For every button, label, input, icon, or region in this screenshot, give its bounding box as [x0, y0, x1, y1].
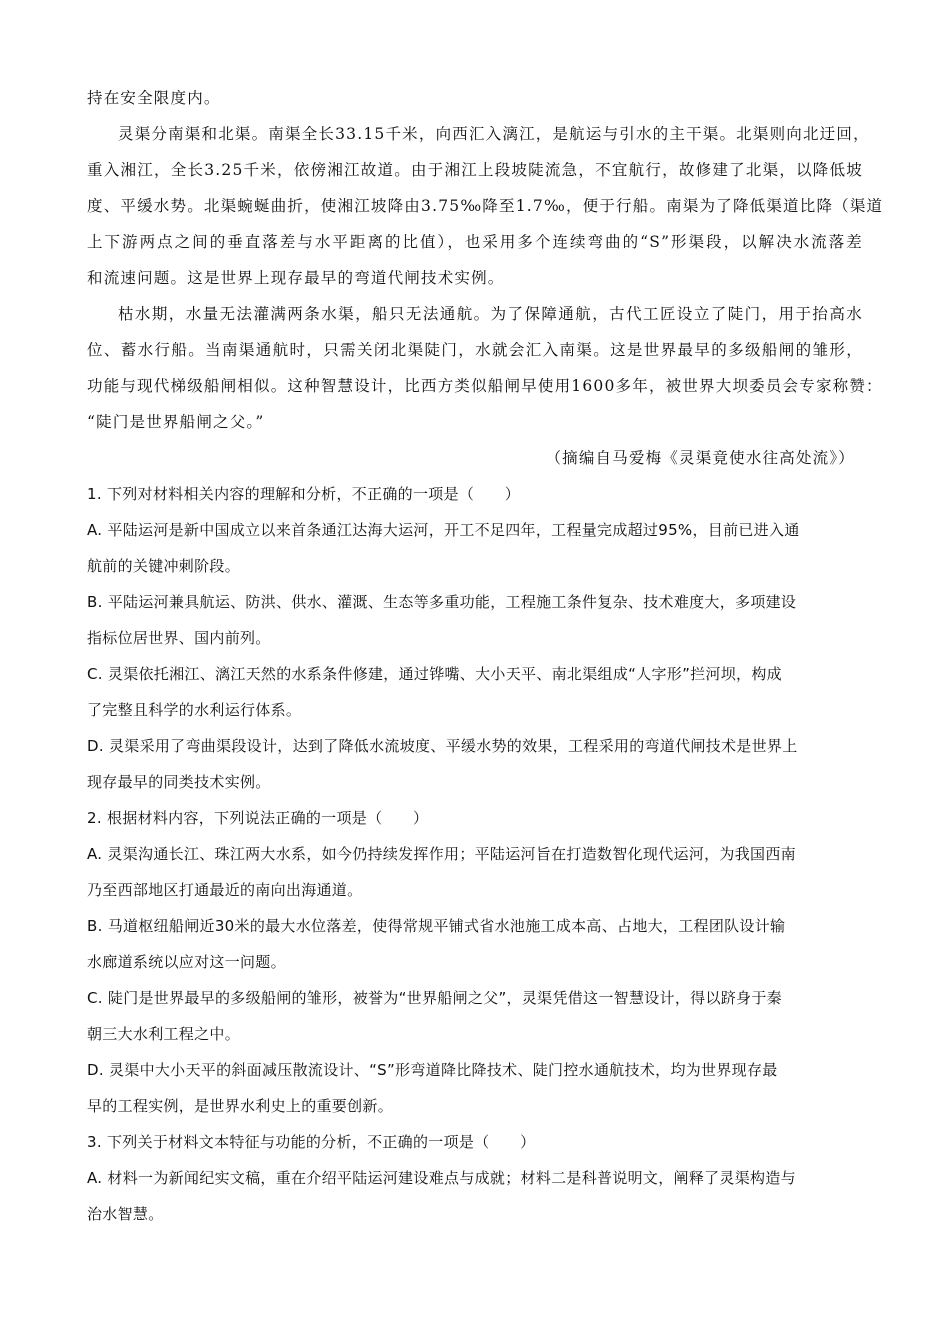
passage-line: “陡门是世界船闸之父。” — [87, 413, 265, 431]
option-text: A. 材料一为新闻纪实文稿，重在介绍平陆运河建设难点与成就；材料二是科普说明文，阐释了灵渠构造与 — [87, 1169, 796, 1187]
question-1 — [87, 476, 863, 800]
option-text: 了完整且科学的水利运行体系。 — [87, 701, 302, 719]
option-list — [87, 512, 863, 800]
passage-line: 持在安全限度内。 — [87, 89, 221, 107]
question-stem: 2. 根据材料内容，下列说法正确的一项是（ ） — [87, 809, 429, 827]
option-c[interactable] — [87, 980, 863, 1052]
question-stem: 1. 下列对材料相关内容的理解和分析，不正确的一项是（ ） — [87, 485, 521, 503]
option-text: 早的工程实例，是世界水利史上的重要创新。 — [87, 1097, 394, 1115]
option-text: B. 马道枢纽船闸近30米的最大水位落差，使得常规平铺式省水池施工成本高、占地大，工程团队设计输 — [87, 917, 786, 935]
question-stem: 3. 下列关于材料文本特征与功能的分析，不正确的一项是（ ） — [87, 1133, 536, 1151]
option-c[interactable] — [87, 656, 863, 728]
option-text: 乃至西部地区打通最近的南向出海通道。 — [87, 881, 363, 899]
question-3 — [87, 1124, 863, 1232]
option-text: 治水智慧。 — [87, 1205, 164, 1223]
option-text: A. 灵渠沟通长江、珠江两大水系，如今仍持续发挥作用；平陆运河旨在打造数智化现代运河，为我国西南 — [87, 845, 796, 863]
passage-line: 上下游两点之间的垂直落差与水平距离的比值），也采用多个连续弯曲的“S”形渠段，以解决水流落差 — [87, 233, 863, 251]
option-text: 指标位居世界、国内前列。 — [87, 629, 271, 647]
option-text: C. 灵渠依托湘江、漓江天然的水系条件修建，通过铧嘴、大小天平、南北渠组成“人字形”拦河坝，构成 — [87, 665, 782, 683]
option-a[interactable] — [87, 512, 863, 584]
option-text: D. 灵渠采用了弯曲渠段设计，达到了降低水流坡度、平缓水势的效果，工程采用的弯道代闸技术是世界上 — [87, 737, 798, 755]
passage-source: （摘编自马爱梅《灵渠竟使水往高处流》） — [545, 449, 855, 467]
passage-line: 度、平缓水势。北渠蜿蜒曲折，使湘江坡降由3.75‰降至1.7‰，便于行船。南渠为了降低渠道比降（渠道 — [87, 197, 884, 215]
passage-line: 位、蓄水行船。当南渠通航时，只需关闭北渠陡门，水就会汇入南渠。这是世界最早的多级船闸的雏形， — [87, 341, 863, 359]
passage-line: 和流速问题。这是世界上现存最早的弯道代闸技术实例。 — [87, 269, 505, 287]
option-text: 水廊道系统以应对这一问题。 — [87, 953, 286, 971]
option-a[interactable] — [87, 1160, 863, 1232]
passage-line: 功能与现代梯级船闸相似。这种智慧设计，比西方类似船闸早使用1600多年，被世界大坝委员会专家称赞： — [87, 377, 883, 395]
passage-line: 枯水期，水量无法灌满两条水渠，船只无法通航。为了保障通航，古代工匠设立了陡门，用于抬高水 — [118, 305, 863, 323]
option-text: C. 陡门是世界最早的多级船闸的雏形，被誉为“世界船闸之父”，灵渠凭借这一智慧设计，得以跻身于秦 — [87, 989, 782, 1007]
question-2 — [87, 800, 863, 1124]
option-a[interactable] — [87, 836, 863, 908]
reading-passage — [87, 80, 884, 476]
option-d[interactable] — [87, 1052, 863, 1124]
option-text: 现存最早的同类技术实例。 — [87, 773, 271, 791]
option-text: B. 平陆运河兼具航运、防洪、供水、灌溉、生态等多重功能，工程施工条件复杂、技术难度大，多项建设 — [87, 593, 797, 611]
option-list — [87, 1160, 863, 1232]
option-text: 航前的关键冲刺阶段。 — [87, 557, 241, 575]
option-text: A. 平陆运河是新中国成立以来首条通江达海大运河，开工不足四年，工程量完成超过95%，目前已进入通 — [87, 521, 800, 539]
option-text: 朝三大水利工程之中。 — [87, 1025, 241, 1043]
document-page — [87, 80, 884, 1232]
option-d[interactable] — [87, 728, 863, 800]
option-b[interactable] — [87, 908, 863, 980]
option-b[interactable] — [87, 584, 863, 656]
passage-line: 重入湘江，全长3.25千米，依傍湘江故道。由于湘江上段坡陡流急，不宜航行，故修建了北渠，以降低坡 — [87, 161, 863, 179]
option-text: D. 灵渠中大小天平的斜面减压散流设计、“S”形弯道降比降技术、陡门控水通航技术，均为世界现存最 — [87, 1061, 778, 1079]
passage-line: 灵渠分南渠和北渠。南渠全长33.15千米，向西汇入漓江，是航运与引水的主干渠。北渠则向北迂回， — [118, 125, 870, 143]
option-list — [87, 836, 863, 1124]
